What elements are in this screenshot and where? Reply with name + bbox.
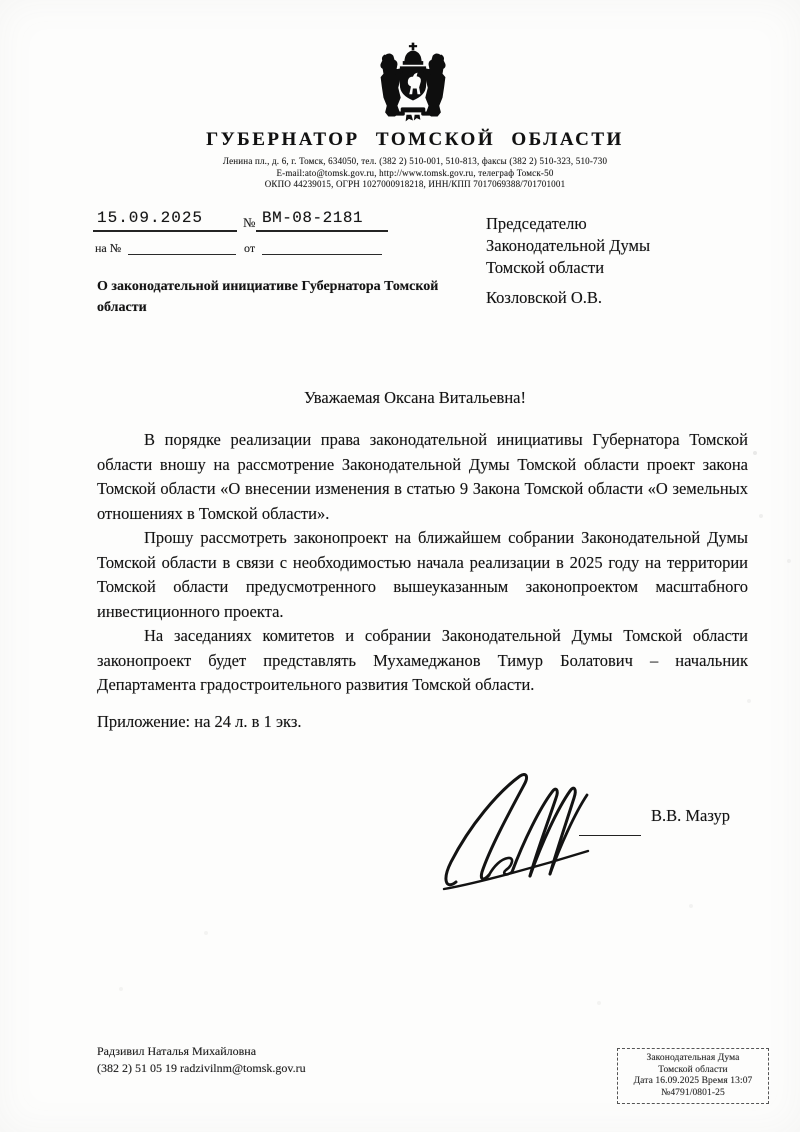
registration-stamp — [617, 1048, 769, 1104]
addressee-line: Законодательной Думы — [486, 236, 651, 255]
executor-contact: (382 2) 51 05 19 radzivilnm@tomsk.gov.ru — [97, 1061, 306, 1075]
letterhead-email-line: E-mail:ato@tomsk.gov.ru, http://www.tomsk.gov.ru, телеграф Томск-50 — [276, 167, 554, 178]
signature-icon — [428, 770, 604, 894]
reply-to-label: на № — [95, 241, 122, 255]
letter-date: 15.09.2025 — [93, 209, 237, 232]
reply-from-label: от — [244, 241, 256, 255]
body-paragraph: Прошу рассмотреть законопроект на ближайшем собрании Законодательной Думы Томской области в связи с необходимостью начала реализации в 2025 году на территории Томской области предусмотренного вышеуказанным законопроектом масштабного инвестиционного проекта. — [97, 528, 748, 621]
body-paragraph: В порядке реализации права законодательной инициативы Губернатора Томской области вношу на рассмотрение Законодательной Думы Томской области проект закона Томской области «О внесении изменения в статью 9 Закона Томской области «О земельных отношениях в Томской области». — [97, 430, 748, 523]
executor-name: Радзивил Наталья Михайловна — [97, 1044, 257, 1058]
letter-subject: О законодательной инициативе Губернатора Томской области — [97, 279, 439, 315]
salutation: Уважаемая Оксана Витальевна! — [303, 388, 527, 407]
stamp-org-line: Томской области — [658, 1064, 728, 1075]
letterhead-address-line: Ленина пл., д. 6, г. Томск, 634050, тел. (382 2) 510-001, 510-813, факсы (382 2) 510-323, 510-730 — [222, 156, 608, 166]
addressee-block — [486, 213, 650, 309]
signature-underline — [579, 835, 641, 836]
stamp-org-line: Законодательная Дума — [646, 1053, 740, 1063]
reply-number-blank-line — [128, 240, 236, 255]
addressee-line: Томской области — [486, 258, 605, 277]
executor-block — [97, 1043, 306, 1077]
attachment-line: Приложение: на 24 л. в 1 экз. — [97, 712, 302, 731]
letterhead-codes-line: ОКПО 44239015, ОГРН 1027000918218, ИНН/КПП 7017069388/701701001 — [264, 179, 566, 190]
number-sign-label: № — [243, 215, 256, 230]
coat-of-arms-icon — [372, 42, 454, 122]
stamp-date-time: Дата 16.09.2025 Время 13:07 — [633, 1076, 753, 1087]
stamp-number: №4791/0801-25 — [661, 1087, 725, 1098]
addressee-line: Председателю — [486, 214, 587, 233]
scan-noise — [0, 0, 2, 2]
letter-body — [97, 428, 748, 698]
letter-number: ВМ-08-2181 — [256, 209, 388, 232]
signatory-name: В.В. Мазур — [651, 806, 731, 825]
addressee-name: Козловской О.В. — [486, 288, 603, 307]
body-paragraph: На заседаниях комитетов и собрании Законодательной Думы Томской области законопроект будет представлять Мухамеджанов Тимур Болатович – начальник Департамента градостроительного развития Томской области. — [97, 626, 748, 694]
reply-date-blank-line — [262, 240, 382, 255]
letterhead-contacts — [20, 156, 800, 191]
letterhead-org-name: ГУБЕРНАТОР ТОМСКОЙ ОБЛАСТИ — [206, 129, 624, 150]
